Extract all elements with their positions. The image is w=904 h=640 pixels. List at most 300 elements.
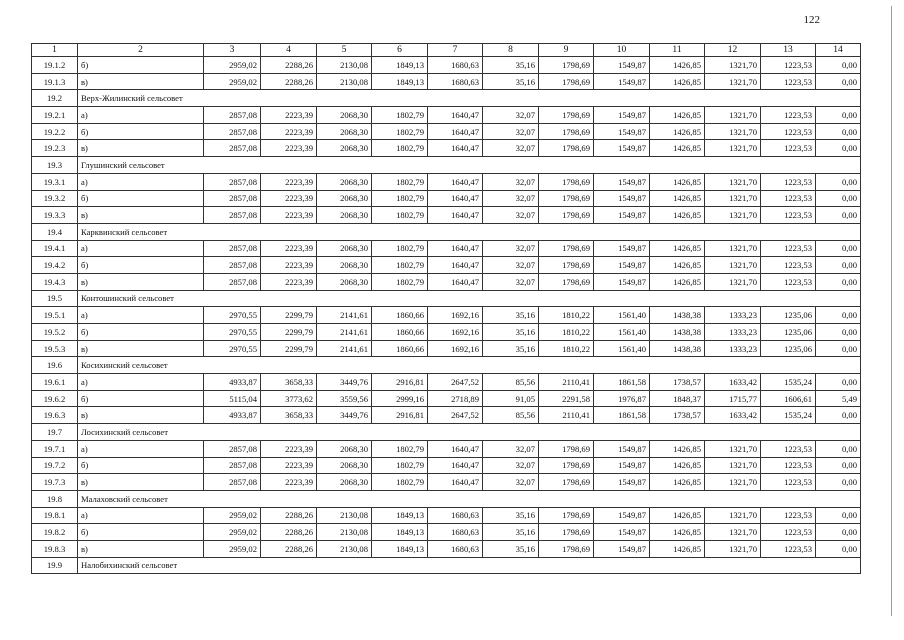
value-cell: 1223,53	[761, 240, 816, 257]
row-code: 19.5.3	[32, 340, 78, 357]
row-label: а)	[78, 507, 204, 524]
value-cell: 1426,85	[650, 257, 705, 274]
value-cell: 1549,87	[594, 440, 650, 457]
value-cell: 1802,79	[372, 240, 428, 257]
table-row	[32, 240, 861, 257]
value-cell: 1426,85	[650, 123, 705, 140]
value-cell: 2857,08	[204, 457, 261, 474]
value-cell: 1798,69	[539, 140, 594, 157]
value-cell: 2857,08	[204, 207, 261, 224]
value-cell: 1223,53	[761, 123, 816, 140]
value-cell: 3449,76	[317, 407, 372, 424]
value-cell: 2299,79	[261, 324, 317, 341]
table-row	[32, 57, 861, 74]
column-header: 2	[78, 44, 204, 57]
value-cell: 32,07	[483, 457, 539, 474]
table-body	[32, 44, 861, 574]
value-cell: 5115,04	[204, 390, 261, 407]
value-cell: 1223,53	[761, 273, 816, 290]
value-cell: 0,00	[816, 440, 861, 457]
value-cell: 0,00	[816, 340, 861, 357]
value-cell: 2970,55	[204, 307, 261, 324]
value-cell: 0,00	[816, 207, 861, 224]
value-cell: 2141,61	[317, 340, 372, 357]
value-cell: 1802,79	[372, 123, 428, 140]
value-cell: 1321,70	[705, 190, 761, 207]
value-cell: 2223,39	[261, 257, 317, 274]
column-header: 9	[539, 44, 594, 57]
row-code: 19.8.1	[32, 507, 78, 524]
column-header: 6	[372, 44, 428, 57]
value-cell: 1321,70	[705, 524, 761, 541]
value-cell: 1798,69	[539, 457, 594, 474]
value-cell: 1798,69	[539, 240, 594, 257]
row-code: 19.2.3	[32, 140, 78, 157]
value-cell: 1235,06	[761, 307, 816, 324]
value-cell: 1798,69	[539, 507, 594, 524]
value-cell: 2110,41	[539, 374, 594, 391]
value-cell: 2068,30	[317, 123, 372, 140]
table-row	[32, 207, 861, 224]
row-code: 19.5.2	[32, 324, 78, 341]
table-row	[32, 123, 861, 140]
value-cell: 2130,08	[317, 73, 372, 90]
value-cell: 0,00	[816, 123, 861, 140]
value-cell: 1549,87	[594, 240, 650, 257]
value-cell: 35,16	[483, 340, 539, 357]
value-cell: 2068,30	[317, 457, 372, 474]
page-edge-line	[891, 6, 892, 616]
value-cell: 1849,13	[372, 524, 428, 541]
value-cell: 1861,58	[594, 407, 650, 424]
value-cell: 1321,70	[705, 107, 761, 124]
value-cell: 1426,85	[650, 73, 705, 90]
value-cell: 2857,08	[204, 474, 261, 491]
row-label: а)	[78, 374, 204, 391]
value-cell: 85,56	[483, 407, 539, 424]
value-cell: 1223,53	[761, 57, 816, 74]
value-cell: 2299,79	[261, 307, 317, 324]
value-cell: 32,07	[483, 107, 539, 124]
value-cell: 1810,22	[539, 324, 594, 341]
value-cell: 0,00	[816, 107, 861, 124]
value-cell: 2130,08	[317, 540, 372, 557]
value-cell: 1333,23	[705, 324, 761, 341]
value-cell: 32,07	[483, 273, 539, 290]
value-cell: 0,00	[816, 374, 861, 391]
value-cell: 2223,39	[261, 457, 317, 474]
row-label: в)	[78, 474, 204, 491]
value-cell: 1798,69	[539, 207, 594, 224]
row-code: 19.9	[32, 557, 78, 574]
value-cell: 1738,57	[650, 407, 705, 424]
value-cell: 2223,39	[261, 190, 317, 207]
value-cell: 1798,69	[539, 524, 594, 541]
value-cell: 0,00	[816, 540, 861, 557]
value-cell: 2959,02	[204, 57, 261, 74]
value-cell: 1223,53	[761, 257, 816, 274]
value-cell: 1549,87	[594, 540, 650, 557]
value-cell: 2068,30	[317, 207, 372, 224]
section-name: Налобихинский сельсовет	[78, 557, 861, 574]
value-cell: 2291,58	[539, 390, 594, 407]
column-header: 13	[761, 44, 816, 57]
value-cell: 1321,70	[705, 73, 761, 90]
row-label: в)	[78, 340, 204, 357]
value-cell: 35,16	[483, 540, 539, 557]
row-label: б)	[78, 123, 204, 140]
table-row	[32, 307, 861, 324]
value-cell: 1223,53	[761, 190, 816, 207]
value-cell: 3658,33	[261, 407, 317, 424]
value-cell: 35,16	[483, 324, 539, 341]
value-cell: 2288,26	[261, 57, 317, 74]
value-cell: 2223,39	[261, 207, 317, 224]
value-cell: 1426,85	[650, 474, 705, 491]
row-code: 19.2.1	[32, 107, 78, 124]
row-code: 19.4	[32, 223, 78, 240]
value-cell: 0,00	[816, 173, 861, 190]
section-row	[32, 557, 861, 574]
row-code: 19.5.1	[32, 307, 78, 324]
value-cell: 1438,38	[650, 340, 705, 357]
section-name: Лосихинский сельсовет	[78, 424, 861, 441]
value-cell: 1549,87	[594, 474, 650, 491]
value-cell: 2999,16	[372, 390, 428, 407]
value-cell: 2223,39	[261, 123, 317, 140]
row-code: 19.1.3	[32, 73, 78, 90]
value-cell: 1321,70	[705, 240, 761, 257]
header-row	[32, 44, 861, 57]
row-label: в)	[78, 73, 204, 90]
table-row	[32, 257, 861, 274]
value-cell: 1692,16	[428, 307, 483, 324]
value-cell: 2857,08	[204, 123, 261, 140]
row-code: 19.7.1	[32, 440, 78, 457]
column-header: 11	[650, 44, 705, 57]
column-header: 4	[261, 44, 317, 57]
row-code: 19.3.1	[32, 173, 78, 190]
column-header: 8	[483, 44, 539, 57]
value-cell: 32,07	[483, 140, 539, 157]
section-row	[32, 157, 861, 174]
section-name: Малаховский сельсовет	[78, 490, 861, 507]
value-cell: 1798,69	[539, 273, 594, 290]
value-cell: 1223,53	[761, 507, 816, 524]
value-cell: 35,16	[483, 57, 539, 74]
value-cell: 2068,30	[317, 440, 372, 457]
value-cell: 32,07	[483, 440, 539, 457]
value-cell: 1223,53	[761, 540, 816, 557]
value-cell: 5,49	[816, 390, 861, 407]
value-cell: 3658,33	[261, 374, 317, 391]
value-cell: 1549,87	[594, 57, 650, 74]
value-cell: 1640,47	[428, 457, 483, 474]
table-row	[32, 407, 861, 424]
row-code: 19.6	[32, 357, 78, 374]
value-cell: 1223,53	[761, 173, 816, 190]
value-cell: 1680,63	[428, 73, 483, 90]
value-cell: 1223,53	[761, 474, 816, 491]
value-cell: 0,00	[816, 524, 861, 541]
section-row	[32, 490, 861, 507]
value-cell: 1549,87	[594, 140, 650, 157]
value-cell: 1549,87	[594, 73, 650, 90]
value-cell: 1321,70	[705, 123, 761, 140]
value-cell: 1549,87	[594, 207, 650, 224]
table-row	[32, 140, 861, 157]
row-label: в)	[78, 140, 204, 157]
value-cell: 2068,30	[317, 190, 372, 207]
value-cell: 0,00	[816, 190, 861, 207]
value-cell: 1321,70	[705, 540, 761, 557]
value-cell: 2130,08	[317, 524, 372, 541]
value-cell: 1798,69	[539, 474, 594, 491]
value-cell: 1223,53	[761, 73, 816, 90]
value-cell: 1798,69	[539, 540, 594, 557]
row-label: а)	[78, 307, 204, 324]
value-cell: 1798,69	[539, 57, 594, 74]
value-cell: 1549,87	[594, 273, 650, 290]
value-cell: 2857,08	[204, 240, 261, 257]
value-cell: 4933,87	[204, 407, 261, 424]
value-cell: 2970,55	[204, 324, 261, 341]
value-cell: 1640,47	[428, 140, 483, 157]
value-cell: 2857,08	[204, 107, 261, 124]
row-code: 19.7.3	[32, 474, 78, 491]
value-cell: 1426,85	[650, 273, 705, 290]
value-cell: 1223,53	[761, 440, 816, 457]
value-cell: 2299,79	[261, 340, 317, 357]
value-cell: 2916,81	[372, 407, 428, 424]
value-cell: 1633,42	[705, 374, 761, 391]
value-cell: 1849,13	[372, 540, 428, 557]
value-cell: 35,16	[483, 73, 539, 90]
value-cell: 2141,61	[317, 324, 372, 341]
section-name: Глушинский сельсовет	[78, 157, 861, 174]
tariff-table	[31, 43, 861, 574]
value-cell: 2223,39	[261, 107, 317, 124]
value-cell: 3449,76	[317, 374, 372, 391]
value-cell: 1549,87	[594, 524, 650, 541]
value-cell: 1321,70	[705, 173, 761, 190]
value-cell: 1549,87	[594, 507, 650, 524]
row-code: 19.7.2	[32, 457, 78, 474]
value-cell: 1976,87	[594, 390, 650, 407]
value-cell: 1549,87	[594, 190, 650, 207]
value-cell: 1426,85	[650, 57, 705, 74]
value-cell: 0,00	[816, 140, 861, 157]
value-cell: 2288,26	[261, 524, 317, 541]
row-label: б)	[78, 524, 204, 541]
value-cell: 1633,42	[705, 407, 761, 424]
value-cell: 35,16	[483, 507, 539, 524]
value-cell: 0,00	[816, 507, 861, 524]
value-cell: 1798,69	[539, 123, 594, 140]
value-cell: 0,00	[816, 257, 861, 274]
value-cell: 0,00	[816, 457, 861, 474]
value-cell: 1802,79	[372, 173, 428, 190]
value-cell: 2857,08	[204, 257, 261, 274]
value-cell: 1640,47	[428, 190, 483, 207]
value-cell: 2959,02	[204, 73, 261, 90]
value-cell: 0,00	[816, 57, 861, 74]
value-cell: 1802,79	[372, 273, 428, 290]
row-code: 19.6.3	[32, 407, 78, 424]
value-cell: 2130,08	[317, 507, 372, 524]
value-cell: 1810,22	[539, 307, 594, 324]
row-code: 19.4.3	[32, 273, 78, 290]
value-cell: 0,00	[816, 273, 861, 290]
value-cell: 1802,79	[372, 140, 428, 157]
value-cell: 1680,63	[428, 540, 483, 557]
value-cell: 2141,61	[317, 307, 372, 324]
section-name: Верх-Жилинский сельсовет	[78, 90, 861, 107]
value-cell: 1223,53	[761, 107, 816, 124]
column-header: 3	[204, 44, 261, 57]
value-cell: 35,16	[483, 307, 539, 324]
section-name: Контошинский сельсовет	[78, 290, 861, 307]
row-label: в)	[78, 407, 204, 424]
row-code: 19.6.2	[32, 390, 78, 407]
row-label: б)	[78, 57, 204, 74]
value-cell: 1321,70	[705, 457, 761, 474]
value-cell: 0,00	[816, 307, 861, 324]
value-cell: 1426,85	[650, 540, 705, 557]
row-label: а)	[78, 173, 204, 190]
value-cell: 2718,89	[428, 390, 483, 407]
value-cell: 0,00	[816, 474, 861, 491]
column-header: 10	[594, 44, 650, 57]
value-cell: 1849,13	[372, 57, 428, 74]
value-cell: 1561,40	[594, 340, 650, 357]
value-cell: 32,07	[483, 173, 539, 190]
row-code: 19.5	[32, 290, 78, 307]
value-cell: 1426,85	[650, 190, 705, 207]
value-cell: 1223,53	[761, 524, 816, 541]
value-cell: 1640,47	[428, 440, 483, 457]
value-cell: 2647,52	[428, 407, 483, 424]
value-cell: 1798,69	[539, 257, 594, 274]
table-row	[32, 324, 861, 341]
table-row	[32, 173, 861, 190]
table-row	[32, 390, 861, 407]
value-cell: 1798,69	[539, 440, 594, 457]
value-cell: 3773,62	[261, 390, 317, 407]
value-cell: 1640,47	[428, 123, 483, 140]
value-cell: 1438,38	[650, 324, 705, 341]
value-cell: 2130,08	[317, 57, 372, 74]
value-cell: 1640,47	[428, 173, 483, 190]
row-label: б)	[78, 257, 204, 274]
column-header: 5	[317, 44, 372, 57]
value-cell: 0,00	[816, 73, 861, 90]
value-cell: 1549,87	[594, 173, 650, 190]
section-row	[32, 357, 861, 374]
value-cell: 2068,30	[317, 140, 372, 157]
section-row	[32, 223, 861, 240]
table-row	[32, 524, 861, 541]
value-cell: 1606,61	[761, 390, 816, 407]
value-cell: 2223,39	[261, 173, 317, 190]
value-cell: 2288,26	[261, 540, 317, 557]
value-cell: 1426,85	[650, 207, 705, 224]
section-row	[32, 90, 861, 107]
value-cell: 2068,30	[317, 107, 372, 124]
value-cell: 2959,02	[204, 524, 261, 541]
row-code: 19.3	[32, 157, 78, 174]
table-row	[32, 190, 861, 207]
value-cell: 1802,79	[372, 257, 428, 274]
section-name: Карквинский сельсовет	[78, 223, 861, 240]
value-cell: 2068,30	[317, 173, 372, 190]
value-cell: 1640,47	[428, 240, 483, 257]
value-cell: 1802,79	[372, 474, 428, 491]
value-cell: 1802,79	[372, 207, 428, 224]
value-cell: 1561,40	[594, 324, 650, 341]
value-cell: 1321,70	[705, 474, 761, 491]
table-row	[32, 440, 861, 457]
value-cell: 1802,79	[372, 440, 428, 457]
value-cell: 35,16	[483, 524, 539, 541]
row-label: б)	[78, 324, 204, 341]
value-cell: 2857,08	[204, 140, 261, 157]
value-cell: 1426,85	[650, 524, 705, 541]
table-row	[32, 507, 861, 524]
value-cell: 1798,69	[539, 190, 594, 207]
value-cell: 1561,40	[594, 307, 650, 324]
value-cell: 2857,08	[204, 440, 261, 457]
table-row	[32, 474, 861, 491]
value-cell: 1426,85	[650, 457, 705, 474]
table-row	[32, 340, 861, 357]
value-cell: 2068,30	[317, 257, 372, 274]
value-cell: 2959,02	[204, 540, 261, 557]
value-cell: 1321,70	[705, 440, 761, 457]
value-cell: 1549,87	[594, 257, 650, 274]
value-cell: 1426,85	[650, 440, 705, 457]
row-label: в)	[78, 273, 204, 290]
value-cell: 1692,16	[428, 324, 483, 341]
value-cell: 1426,85	[650, 107, 705, 124]
value-cell: 2916,81	[372, 374, 428, 391]
value-cell: 1802,79	[372, 190, 428, 207]
value-cell: 1426,85	[650, 240, 705, 257]
value-cell: 2647,52	[428, 374, 483, 391]
value-cell: 32,07	[483, 123, 539, 140]
row-label: б)	[78, 457, 204, 474]
value-cell: 2857,08	[204, 273, 261, 290]
column-header: 12	[705, 44, 761, 57]
value-cell: 2110,41	[539, 407, 594, 424]
value-cell: 1321,70	[705, 140, 761, 157]
value-cell: 1535,24	[761, 407, 816, 424]
value-cell: 1223,53	[761, 207, 816, 224]
value-cell: 0,00	[816, 407, 861, 424]
value-cell: 1680,63	[428, 507, 483, 524]
row-code: 19.1.2	[32, 57, 78, 74]
value-cell: 32,07	[483, 257, 539, 274]
value-cell: 2223,39	[261, 474, 317, 491]
value-cell: 2223,39	[261, 273, 317, 290]
value-cell: 1223,53	[761, 140, 816, 157]
table-row	[32, 457, 861, 474]
value-cell: 2068,30	[317, 474, 372, 491]
value-cell: 1549,87	[594, 123, 650, 140]
value-cell: 1235,06	[761, 324, 816, 341]
value-cell: 1426,85	[650, 140, 705, 157]
row-code: 19.2.2	[32, 123, 78, 140]
